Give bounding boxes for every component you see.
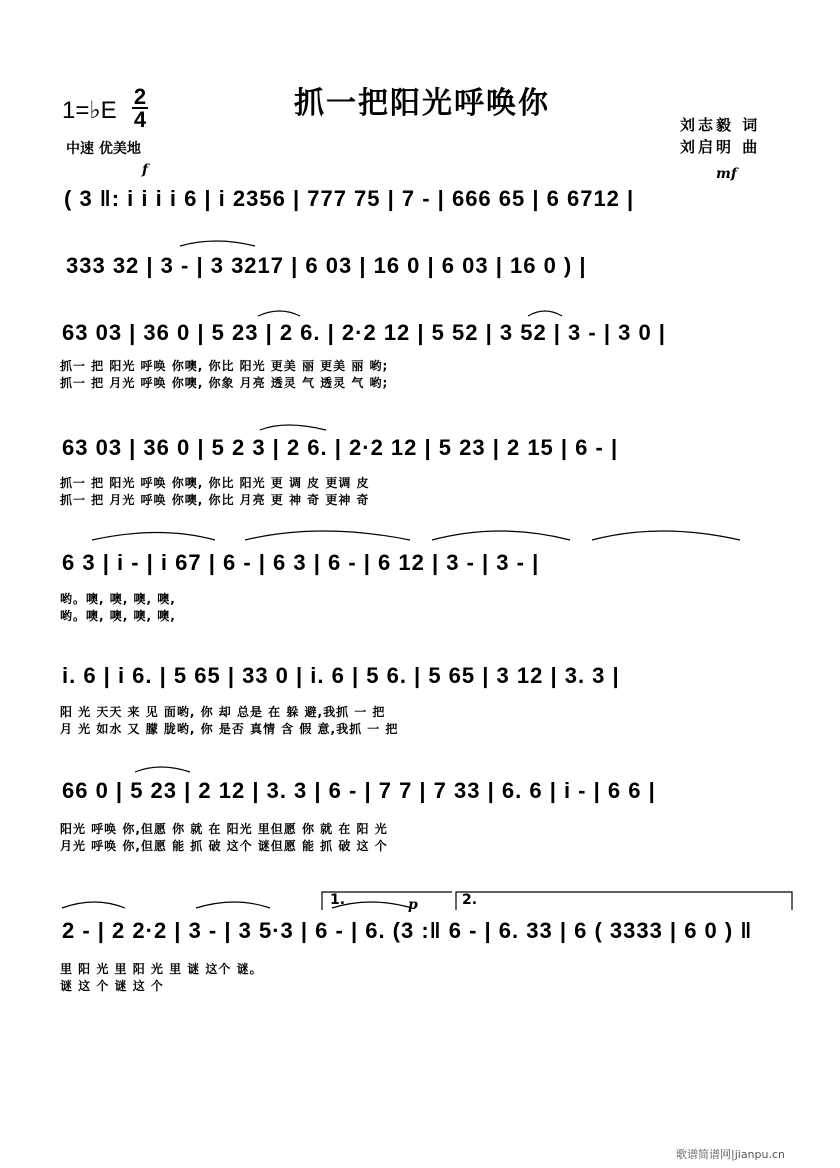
lyric-row-5-verse-1: 哟。噢, 噢, 噢, 噢, <box>60 592 176 606</box>
key-signature: 1=♭E <box>62 97 117 124</box>
notation-row-6: i. 6 | i 6. | 5 65 | 33 0 | i. 6 | 5 6. | 5 65 | 3 12 | 3. 3 | <box>62 663 620 688</box>
lyric-row-3-verse-2: 抓一 把 月光 呼唤 你噢, 你象 月亮 透灵 气 透灵 气 哟; <box>60 376 389 390</box>
dynamic-forte: f <box>142 162 149 178</box>
lyricist-credit: 刘志毅 词 <box>680 116 761 134</box>
volta-bracket-1 <box>322 892 452 910</box>
slur <box>180 241 255 246</box>
slur <box>92 533 215 541</box>
site-watermark: 歌谱简谱网|jianpu.cn <box>676 1148 786 1161</box>
dynamic-piano: p <box>408 897 418 913</box>
slur <box>258 311 300 316</box>
notation-row-1: ( 3 ‖: i i i i 6 | i 2356 | 777 75 | 7 - | 666 65 | 6 6712 | <box>64 186 635 211</box>
volta-bracket-2 <box>456 892 792 910</box>
lyric-row-8-verse-2: 谜 这 个 谜 这 个 <box>60 979 164 993</box>
slur <box>332 902 412 908</box>
lyric-row-4-verse-2: 抓一 把 月光 呼唤 你噢, 你比 月亮 更 神 奇 更神 奇 <box>60 493 370 507</box>
slur <box>196 902 270 908</box>
second-ending-label: 2. <box>462 892 478 908</box>
notation-row-5: 6 3 | i - | i 67 | 6 - | 6 3 | 6 - | 6 12 | 3 - | 3 - | <box>62 550 540 575</box>
lyric-row-6-verse-1: 阳 光 天天 来 见 面哟, 你 却 总是 在 躲 避,我抓 一 把 <box>60 705 386 719</box>
lyric-row-7-verse-2: 月光 呼唤 你,但愿 能 抓 破 这个 谜但愿 能 抓 破 这 个 <box>60 839 388 853</box>
slur <box>245 531 410 540</box>
slur <box>432 531 570 540</box>
slur <box>260 425 326 430</box>
slur <box>528 311 562 316</box>
slur <box>135 767 190 772</box>
notation-row-7: 66 0 | 5 23 | 2 12 | 3. 3 | 6 - | 7 7 | 7 33 | 6. 6 | i - | 6 6 | <box>62 778 656 803</box>
composer-credit: 刘启明 曲 <box>680 138 761 156</box>
notation-row-4: 63 03 | 36 0 | 5 2 3 | 2 6. | 2·2 12 | 5 23 | 2 15 | 6 - | <box>62 435 619 460</box>
dynamic-mezzo-forte: mf <box>716 166 737 182</box>
notation-row-3: 63 03 | 36 0 | 5 23 | 2 6. | 2·2 12 | 5 52 | 3 52 | 3 - | 3 0 | <box>62 320 666 345</box>
lyric-row-5-verse-2: 哟。噢, 噢, 噢, 噢, <box>60 609 176 623</box>
notation-row-8: 2 - | 2 2·2 | 3 - | 3 5·3 | 6 - | 6. (3 :‖ 6 - | 6. 33 | 6 ( 3333 | 6 0 ) ‖ <box>62 918 753 943</box>
slur <box>62 902 125 908</box>
first-ending-label: 1. <box>330 892 346 908</box>
lyric-row-8-verse-1: 里 阳 光 里 阳 光 里 谜 这个 谜。 <box>60 962 263 976</box>
song-title: 抓一把阳光呼唤你 <box>294 86 550 121</box>
notation-row-2: 333 32 | 3 - | 3 3217 | 6 03 | 16 0 | 6 03 | 16 0 ) | <box>66 253 587 278</box>
lyric-row-6-verse-2: 月 光 如水 又 朦 胧哟, 你 是否 真情 含 假 意,我抓 一 把 <box>60 722 399 736</box>
lyric-row-3-verse-1: 抓一 把 阳光 呼唤 你噢, 你比 阳光 更美 丽 更美 丽 哟; <box>60 359 389 373</box>
slur <box>592 531 740 540</box>
lyric-row-7-verse-1: 阳光 呼唤 你,但愿 你 就 在 阳光 里但愿 你 就 在 阳 光 <box>60 822 388 836</box>
time-signature-bottom: 4 <box>133 107 147 132</box>
lyric-row-4-verse-1: 抓一 把 阳光 呼唤 你噢, 你比 阳光 更 调 皮 更调 皮 <box>60 476 370 490</box>
tempo-marking: 中速 优美地 <box>66 141 141 157</box>
time-signature-top: 2 <box>133 84 147 109</box>
